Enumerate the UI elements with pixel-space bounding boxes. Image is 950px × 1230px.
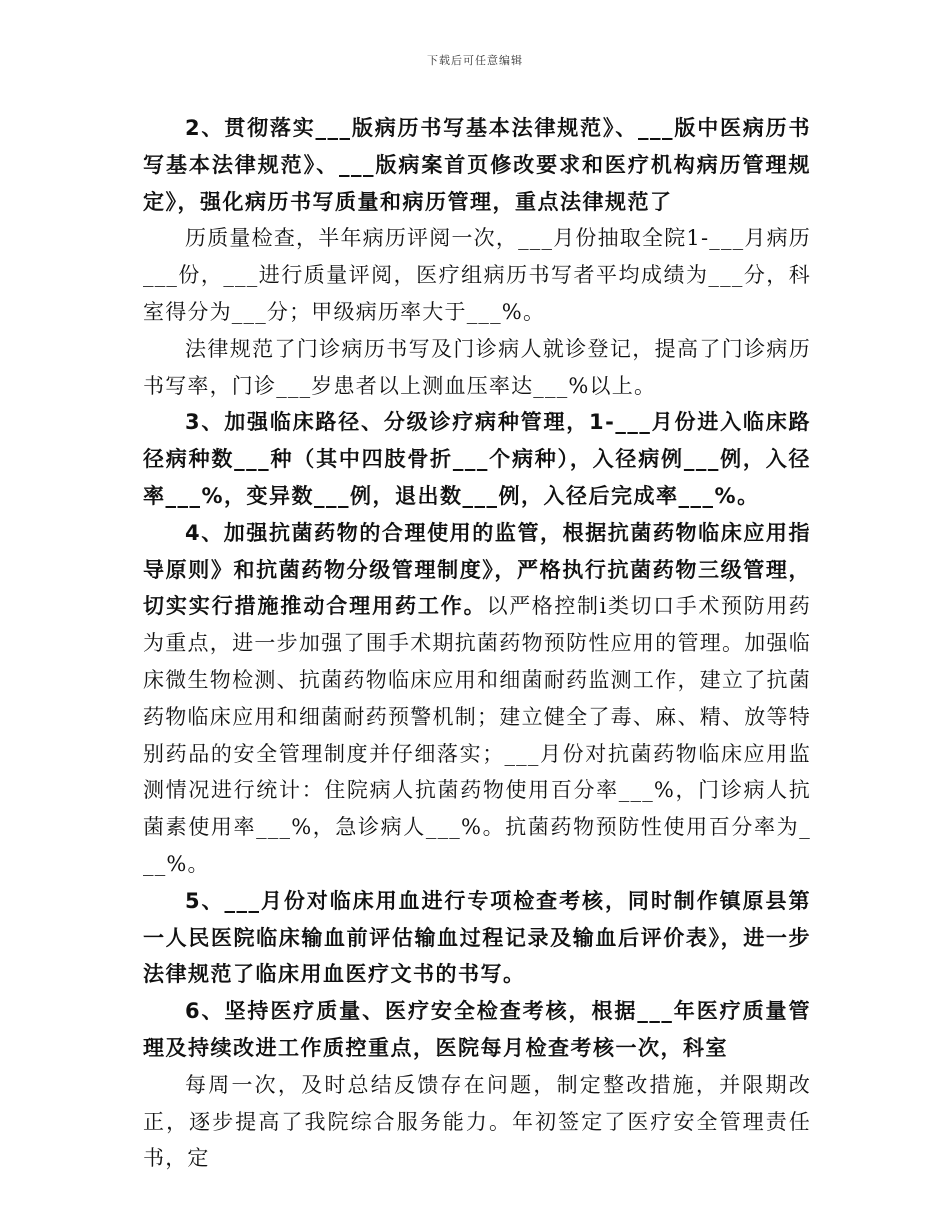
paragraph-outpatient-records: 法律规范了门诊病历书写及门诊病人就诊登记，提高了门诊病历书写率，门诊___岁患者以上测血压率达___%以上。 — [143, 336, 811, 398]
paragraph-4-body: 以严格控制ⅰ类切口手术预防用药为重点，进一步加强了围手术期抗菌药物预防性应用的管理。加强临床微生物检测、抗菌药物临床应用和细菌耐药监测工作，建立了抗菌药物临床应用和细菌耐药预警机制；建立健全了毒、麻、精、放等特别药品的安全管理制度并仔细落实；___月份对抗菌药物临床应用监测情况进行统计：住院病人抗菌药物使用百分率___%，门诊病人抗菌素使用率___%，急诊病人___%。抗菌药物预防性使用百分率为___%。 — [143, 594, 811, 876]
paragraph-3-clinical-pathway: 3、加强临床路径、分级诊疗病种管理，1-___月份进入临床路径病种数___种（其中四肢骨折___个病种），入径病例___例，入径率___%，变异数___例，退出数___例，入径后完成率___%。 — [143, 410, 811, 508]
paragraph-2-medical-records: 2、贯彻落实___版病历书写基本法律规范》、___版中医病历书写基本法律规范》、___版病案首页修改要求和医疗机构病历管理规定》，强化病历书写质量和病历管理，重点法律规范了 — [143, 116, 811, 214]
paragraph-6-quality-safety: 6、坚持医疗质量、医疗安全检查考核，根据___年医疗质量管理及持续改进工作质控重点，医院每月检查考核一次，科室 — [143, 999, 811, 1060]
paragraph-weekly-check: 每周一次，及时总结反馈存在问题，制定整改措施，并限期改正，逐步提高了我院综合服务能力。年初签定了医疗安全管理责任书，定 — [143, 1072, 811, 1171]
paragraph-4-antibiotics — [143, 515, 811, 883]
page-header: 下载后可任意编辑 — [427, 54, 523, 67]
paragraph-5-blood-use: 5、___月份对临床用血进行专项检查考核，同时制作镇原县第一人民医院临床输血前评估输血过程记录及输血后评价表》，进一步法律规范了临床用血医疗文书的书写。 — [143, 888, 811, 987]
paragraph-4-lead: 4、加强抗菌药物的合理使用的监管，根据抗菌药物临床应用指导原则》和抗菌药物分级管理制度》，严格执行抗菌药物三级管理，切实实行措施推动合理用药工作。 — [143, 520, 811, 619]
document-body — [143, 110, 811, 1177]
paragraph-quality-check: 历质量检查，半年病历评阅一次，___月份抽取全院1-___月病历___份，___进行质量评阅，医疗组病历书写者平均成绩为___分，科室得分为___分；甲级病历率大于___%。 — [143, 226, 811, 324]
